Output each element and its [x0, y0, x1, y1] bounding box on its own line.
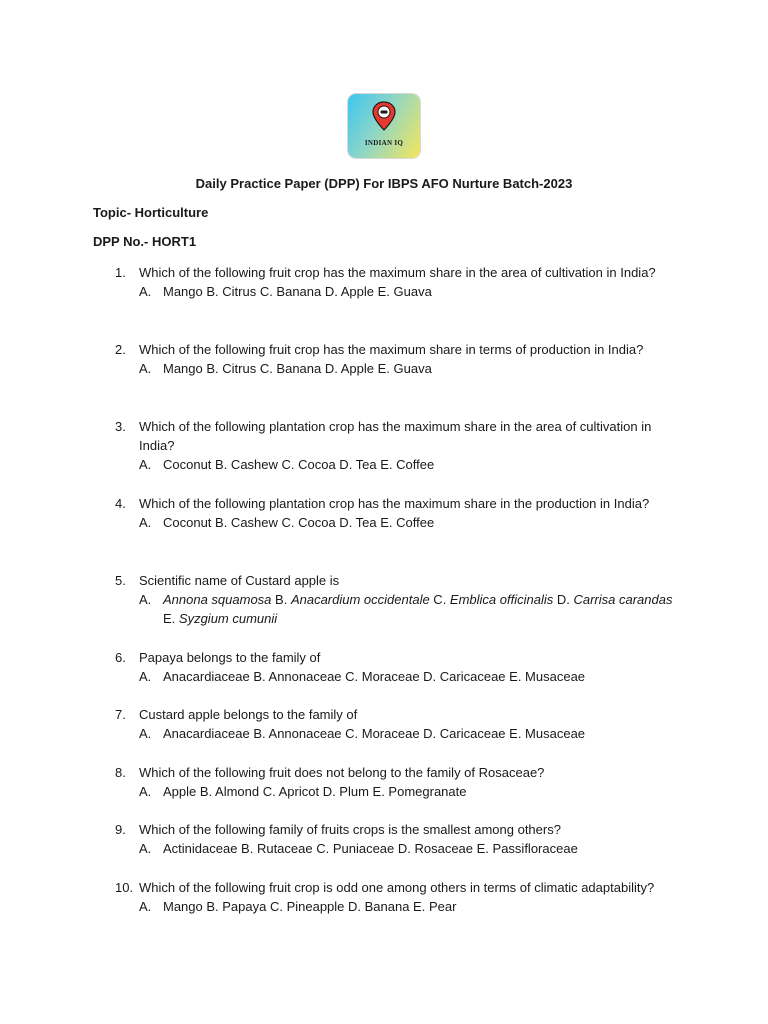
- option-text: Mango B. Citrus C. Banana D. Apple E. Guava: [163, 284, 432, 299]
- option-text: Anacardiaceae B. Annonaceae C. Moraceae D. Caricaceae E. Musaceae: [163, 726, 586, 741]
- question-item: [115, 571, 675, 628]
- option-text: Mango B. Papaya C. Pineapple D. Banana E. Pear: [163, 899, 457, 914]
- option-text: Actinidaceae B. Rutaceae C. Puniaceae D. Rosaceae E. Passifloraceae: [163, 841, 578, 856]
- question-number: 10.: [115, 880, 134, 895]
- option-line: [139, 455, 675, 474]
- question-number: 7.: [115, 707, 126, 722]
- option-label: A.: [139, 592, 152, 607]
- scientific-name: Syzgium cumunii: [178, 611, 278, 626]
- question-item: [115, 763, 675, 801]
- option-separator: B.: [271, 592, 291, 607]
- question-item: [115, 820, 675, 858]
- option-line: [139, 839, 675, 858]
- option-line: [139, 782, 675, 801]
- option-label: A.: [139, 669, 152, 684]
- question-item: [115, 494, 675, 532]
- option-text: Coconut B. Cashew C. Cocoa D. Tea E. Coffee: [163, 457, 435, 472]
- option-text: Mango B. Citrus C. Banana D. Apple E. Guava: [163, 361, 432, 376]
- option-line: [139, 897, 675, 916]
- option-line: [139, 590, 675, 628]
- option-separator: E.: [163, 611, 179, 626]
- option-label: A.: [139, 784, 152, 799]
- dpp-number: DPP No.- HORT1: [93, 234, 197, 249]
- scientific-name: Anacardium occidentale: [290, 592, 430, 607]
- option-line: [139, 282, 675, 301]
- option-text: [163, 590, 675, 628]
- option-separator: D.: [553, 592, 574, 607]
- scientific-name: Carrisa carandas: [573, 592, 673, 607]
- question-item: [115, 705, 675, 743]
- option-separator: C.: [429, 592, 450, 607]
- option-line: [139, 513, 675, 532]
- question-item: [115, 648, 675, 686]
- question-number: 1.: [115, 265, 126, 280]
- question-item: [115, 263, 675, 301]
- indian-iq-logo: [348, 94, 420, 158]
- option-label: A.: [139, 899, 152, 914]
- option-label: A.: [139, 515, 152, 530]
- option-label: A.: [139, 284, 152, 299]
- option-line: [139, 359, 675, 378]
- question-item: [115, 878, 675, 916]
- option-line: [139, 667, 675, 686]
- question-text: Which of the following fruit crop is odd one among others in terms of climatic adaptability?: [139, 880, 655, 895]
- question-text: Custard apple belongs to the family of: [139, 707, 358, 722]
- question-number: 9.: [115, 822, 126, 837]
- question-text: Which of the following plantation crop has the maximum share in the production in India?: [139, 496, 650, 511]
- question-text: Which of the following family of fruits crops is the smallest among others?: [139, 822, 561, 837]
- question-text: Scientific name of Custard apple is: [139, 573, 340, 588]
- question-number: 5.: [115, 573, 126, 588]
- question-text: Which of the following fruit crop has the maximum share in terms of production in India?: [139, 342, 644, 357]
- question-text: Papaya belongs to the family of: [139, 650, 321, 665]
- option-label: A.: [139, 726, 152, 741]
- question-item: [115, 340, 675, 378]
- option-label: A.: [139, 841, 152, 856]
- question-number: 3.: [115, 419, 126, 434]
- scientific-name: Emblica officinalis: [449, 592, 554, 607]
- option-text: Apple B. Almond C. Apricot D. Plum E. Pomegranate: [163, 784, 467, 799]
- option-label: A.: [139, 457, 152, 472]
- question-number: 8.: [115, 765, 126, 780]
- question-text: Which of the following plantation crop has the maximum share in the area of cultivation in India?: [139, 419, 652, 453]
- question-item: [115, 417, 675, 474]
- option-text: Anacardiaceae B. Annonaceae C. Moraceae D. Caricaceae E. Musaceae: [163, 669, 586, 684]
- question-text: Which of the following fruit crop has the maximum share in the area of cultivation in India?: [139, 265, 656, 280]
- option-line: [139, 724, 675, 743]
- page-title: Daily Practice Paper (DPP) For IBPS AFO Nurture Batch-2023: [195, 176, 573, 191]
- question-text: Which of the following fruit does not belong to the family of Rosaceae?: [139, 765, 545, 780]
- option-label: A.: [139, 361, 152, 376]
- question-number: 6.: [115, 650, 126, 665]
- question-number: 4.: [115, 496, 126, 511]
- scientific-name: Annona squamosa: [163, 592, 272, 607]
- logo-brand-text: INDIAN IQ: [364, 139, 404, 147]
- map-pin-icon: [371, 101, 397, 131]
- topic-label: Topic- Horticulture: [93, 205, 209, 220]
- question-number: 2.: [115, 342, 126, 357]
- option-text: Coconut B. Cashew C. Cocoa D. Tea E. Coffee: [163, 515, 435, 530]
